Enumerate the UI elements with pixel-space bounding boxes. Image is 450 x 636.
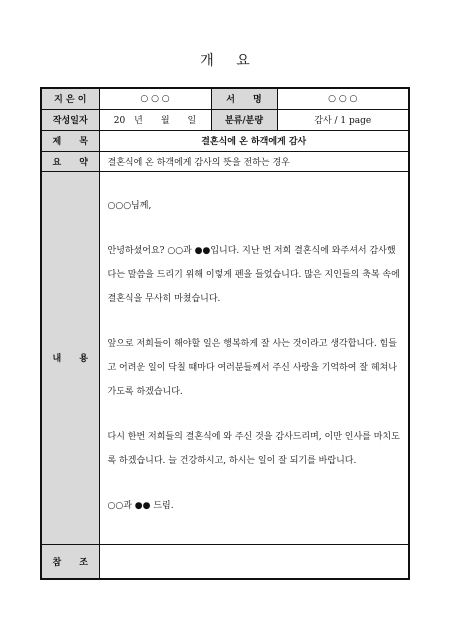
- title-char-1: 개: [200, 53, 214, 69]
- subject-value: 결혼식에 온 하객에게 감사: [99, 130, 409, 151]
- letter-line: 앞으로 저희들이 해야할 일은 행복하게 잘 사는 것이라고 생각합니다. 힘들: [107, 338, 397, 349]
- letter-greeting: ○○○님께,: [107, 200, 152, 211]
- summary-value: 결혼식에 온 하객에게 감사의 뜻을 전하는 경우: [99, 151, 409, 171]
- summary-form-table: [40, 87, 410, 580]
- letter-line: 록 하겠습니다. 늘 건강하시고, 하시는 일이 잘 되기를 바랍니다.: [107, 455, 357, 466]
- letter-line: 다는 말씀을 드리기 위해 이렇게 펜을 들었습니다. 많은 지인들의 축복 속에: [107, 269, 400, 280]
- date-value: 20 년 월 일: [99, 109, 211, 130]
- author-value: ○ ○ ○: [99, 88, 211, 109]
- letter-line: 결혼식을 무사히 마쳤습니다.: [107, 293, 221, 304]
- category-label: 분류/분량: [211, 109, 277, 130]
- subject-label: 제 목: [41, 130, 99, 151]
- content-label: 내 용: [41, 171, 99, 544]
- letter-closing: ○○과 ●● 드림.: [107, 500, 174, 511]
- row-summary: [41, 151, 409, 171]
- letter-line: 안녕하셨어요? ○○과 ●●입니다. 지난 번 저희 결혼식에 와주셔서 감사했: [107, 245, 396, 256]
- date-label: 작성일자: [41, 109, 99, 130]
- summary-label: 요 약: [41, 151, 99, 171]
- row-subject: [41, 130, 409, 151]
- row-date: [41, 109, 409, 130]
- letter-line: 고 어려운 일이 닥칠 때마다 여러분들께서 주신 사랑을 기억하여 잘 헤쳐나: [107, 362, 397, 373]
- letter-line: 다시 한번 저희들의 결혼식에 와 주신 것을 감사드리며, 이만 인사를 마치도: [107, 431, 400, 442]
- author-label: 지 은 이: [41, 88, 99, 109]
- row-content: [41, 171, 409, 544]
- letter-line: 가도록 하겠습니다.: [107, 386, 183, 397]
- signature-value: ○ ○ ○: [277, 88, 409, 109]
- row-author: [41, 88, 409, 109]
- title-char-2: 요: [236, 53, 250, 69]
- reference-label: 참 조: [41, 544, 99, 579]
- reference-value: [99, 544, 409, 579]
- signature-label: 서 명: [211, 88, 277, 109]
- category-value: 감사 / 1 page: [277, 109, 409, 130]
- content-body: [99, 171, 409, 544]
- page-title: [0, 50, 450, 70]
- row-reference: [41, 544, 409, 579]
